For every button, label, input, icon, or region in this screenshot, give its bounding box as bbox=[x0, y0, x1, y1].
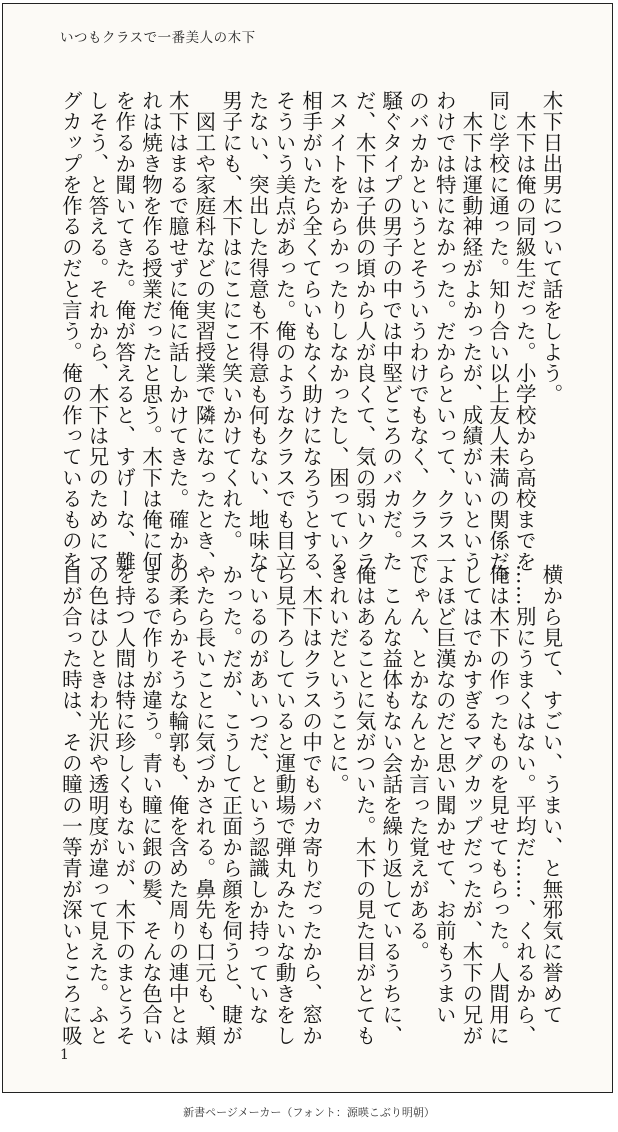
text-column: のバカかというとそういうわけでもなく、クラスで bbox=[405, 90, 430, 572]
text-column: 男子にも、木下はにこにこと笑いかけてくれた。 bbox=[218, 90, 243, 551]
text-column: 木下は俺の同級生だった。小学校から高校までを bbox=[512, 90, 537, 572]
text-column: まるで作りが違う。青い瞳に銀の髪、そんな色合い bbox=[138, 564, 163, 1046]
text-column: 騒ぐタイプの男子の中では中堅どころのバカだ。た bbox=[378, 90, 403, 572]
text-column: ているのがあいつだ、という認識しか持っていな bbox=[245, 564, 270, 1025]
text-block-lower bbox=[58, 564, 564, 1046]
text-block-upper bbox=[58, 90, 564, 593]
text-column: こんな益体もない会話を繰り返しているうちに、 bbox=[378, 564, 403, 1046]
text-column: 目が合った時は、その瞳の一等青が深いところに吸 bbox=[58, 564, 83, 1046]
text-column: グカップを作るのだと言う。俺の作っているものを bbox=[58, 90, 83, 572]
text-column: かった。だが、こうして正面から顔を伺うと、睫が bbox=[218, 564, 243, 1046]
text-column: 木下はまるで臆せずに俺に話しかけてきた。確かあ bbox=[165, 90, 190, 572]
text-column: 木下は運動神経がよかったが、成績がいいという bbox=[458, 90, 483, 572]
text-column: そういう美点があった。俺のようなクラスでも目立 bbox=[271, 90, 296, 572]
text-column: よほど巨漢なのだと思い聞かせて、お前もうまい bbox=[432, 564, 457, 1025]
text-column: じゃん、とかなんとか言った覚えがある。 bbox=[405, 564, 430, 963]
text-column: ら見下ろしていると運動場で弾丸みたいな動きをし bbox=[271, 564, 296, 1046]
text-column: 木下はクラスの中でもバカ寄りだったから、窓か bbox=[298, 564, 323, 1046]
text-column: してはでかすぎるマグカップだったが、木下の兄が bbox=[458, 564, 483, 1046]
text-column: の柔らかそうな輪郭も、俺を含めた周りの連中とは bbox=[165, 564, 190, 1046]
text-column: きれいだということに。 bbox=[325, 564, 350, 795]
text-column: スメイトをからかったりしなかったし、困っている bbox=[325, 90, 350, 572]
text-column: の色はひときわ光沢や透明度が違って見えた。ふと bbox=[85, 564, 110, 1046]
text-column: 横から見て、すごい、うまい、と無邪気に誉めて bbox=[539, 564, 563, 1025]
footer-credit: 新書ページメーカー（フォント：源暎こぶり明朝） bbox=[183, 1106, 435, 1119]
page-number: 1 bbox=[60, 1047, 69, 1063]
text-column: しそう、と答える。それから、木下は兄のためにマ bbox=[85, 90, 110, 572]
text-column: 相手がいたら全くてらいもなく助けになろうとする、 bbox=[298, 90, 323, 593]
text-column: を作るか聞いてきた。俺が答えると、すげーな、難 bbox=[111, 90, 136, 572]
text-column: やたら長いことに気づかされる。鼻先も口元も、頬 bbox=[191, 564, 216, 1046]
text-column: たない、突出した得意も不得意も何もない、地味な bbox=[245, 90, 270, 572]
text-column: 俺は木下の作ったものを見せてもらった。人間用に bbox=[485, 564, 510, 1046]
text-column: れは焼き物を作る授業だったと思う。木下は俺に何 bbox=[138, 90, 163, 572]
text-column: を持つ人間は特に珍しくもないが、木下のまとうそ bbox=[111, 564, 136, 1046]
text-column: だ、木下は子供の頃から人が良くて、気の弱いクラ bbox=[352, 90, 377, 572]
text-column: 図工や家庭科などの実習授業で隣になったとき、 bbox=[191, 90, 216, 572]
text-column: 俺はあることに気がついた。木下の見た目がとても bbox=[352, 564, 377, 1046]
page-frame bbox=[2, 3, 613, 1093]
text-column: 同じ学校に通った。知り合い以上友人未満の関係だ。 bbox=[485, 90, 510, 593]
text-column: ……別にうまくはない。平均だ……、くれるから、 bbox=[512, 564, 537, 1046]
text-column: 木下日出男について話をしよう。 bbox=[539, 90, 563, 405]
running-header: いつもクラスで一番美人の木下 bbox=[60, 30, 256, 46]
text-column: わけでは特になかった。だからといって、クラス一 bbox=[432, 90, 457, 572]
